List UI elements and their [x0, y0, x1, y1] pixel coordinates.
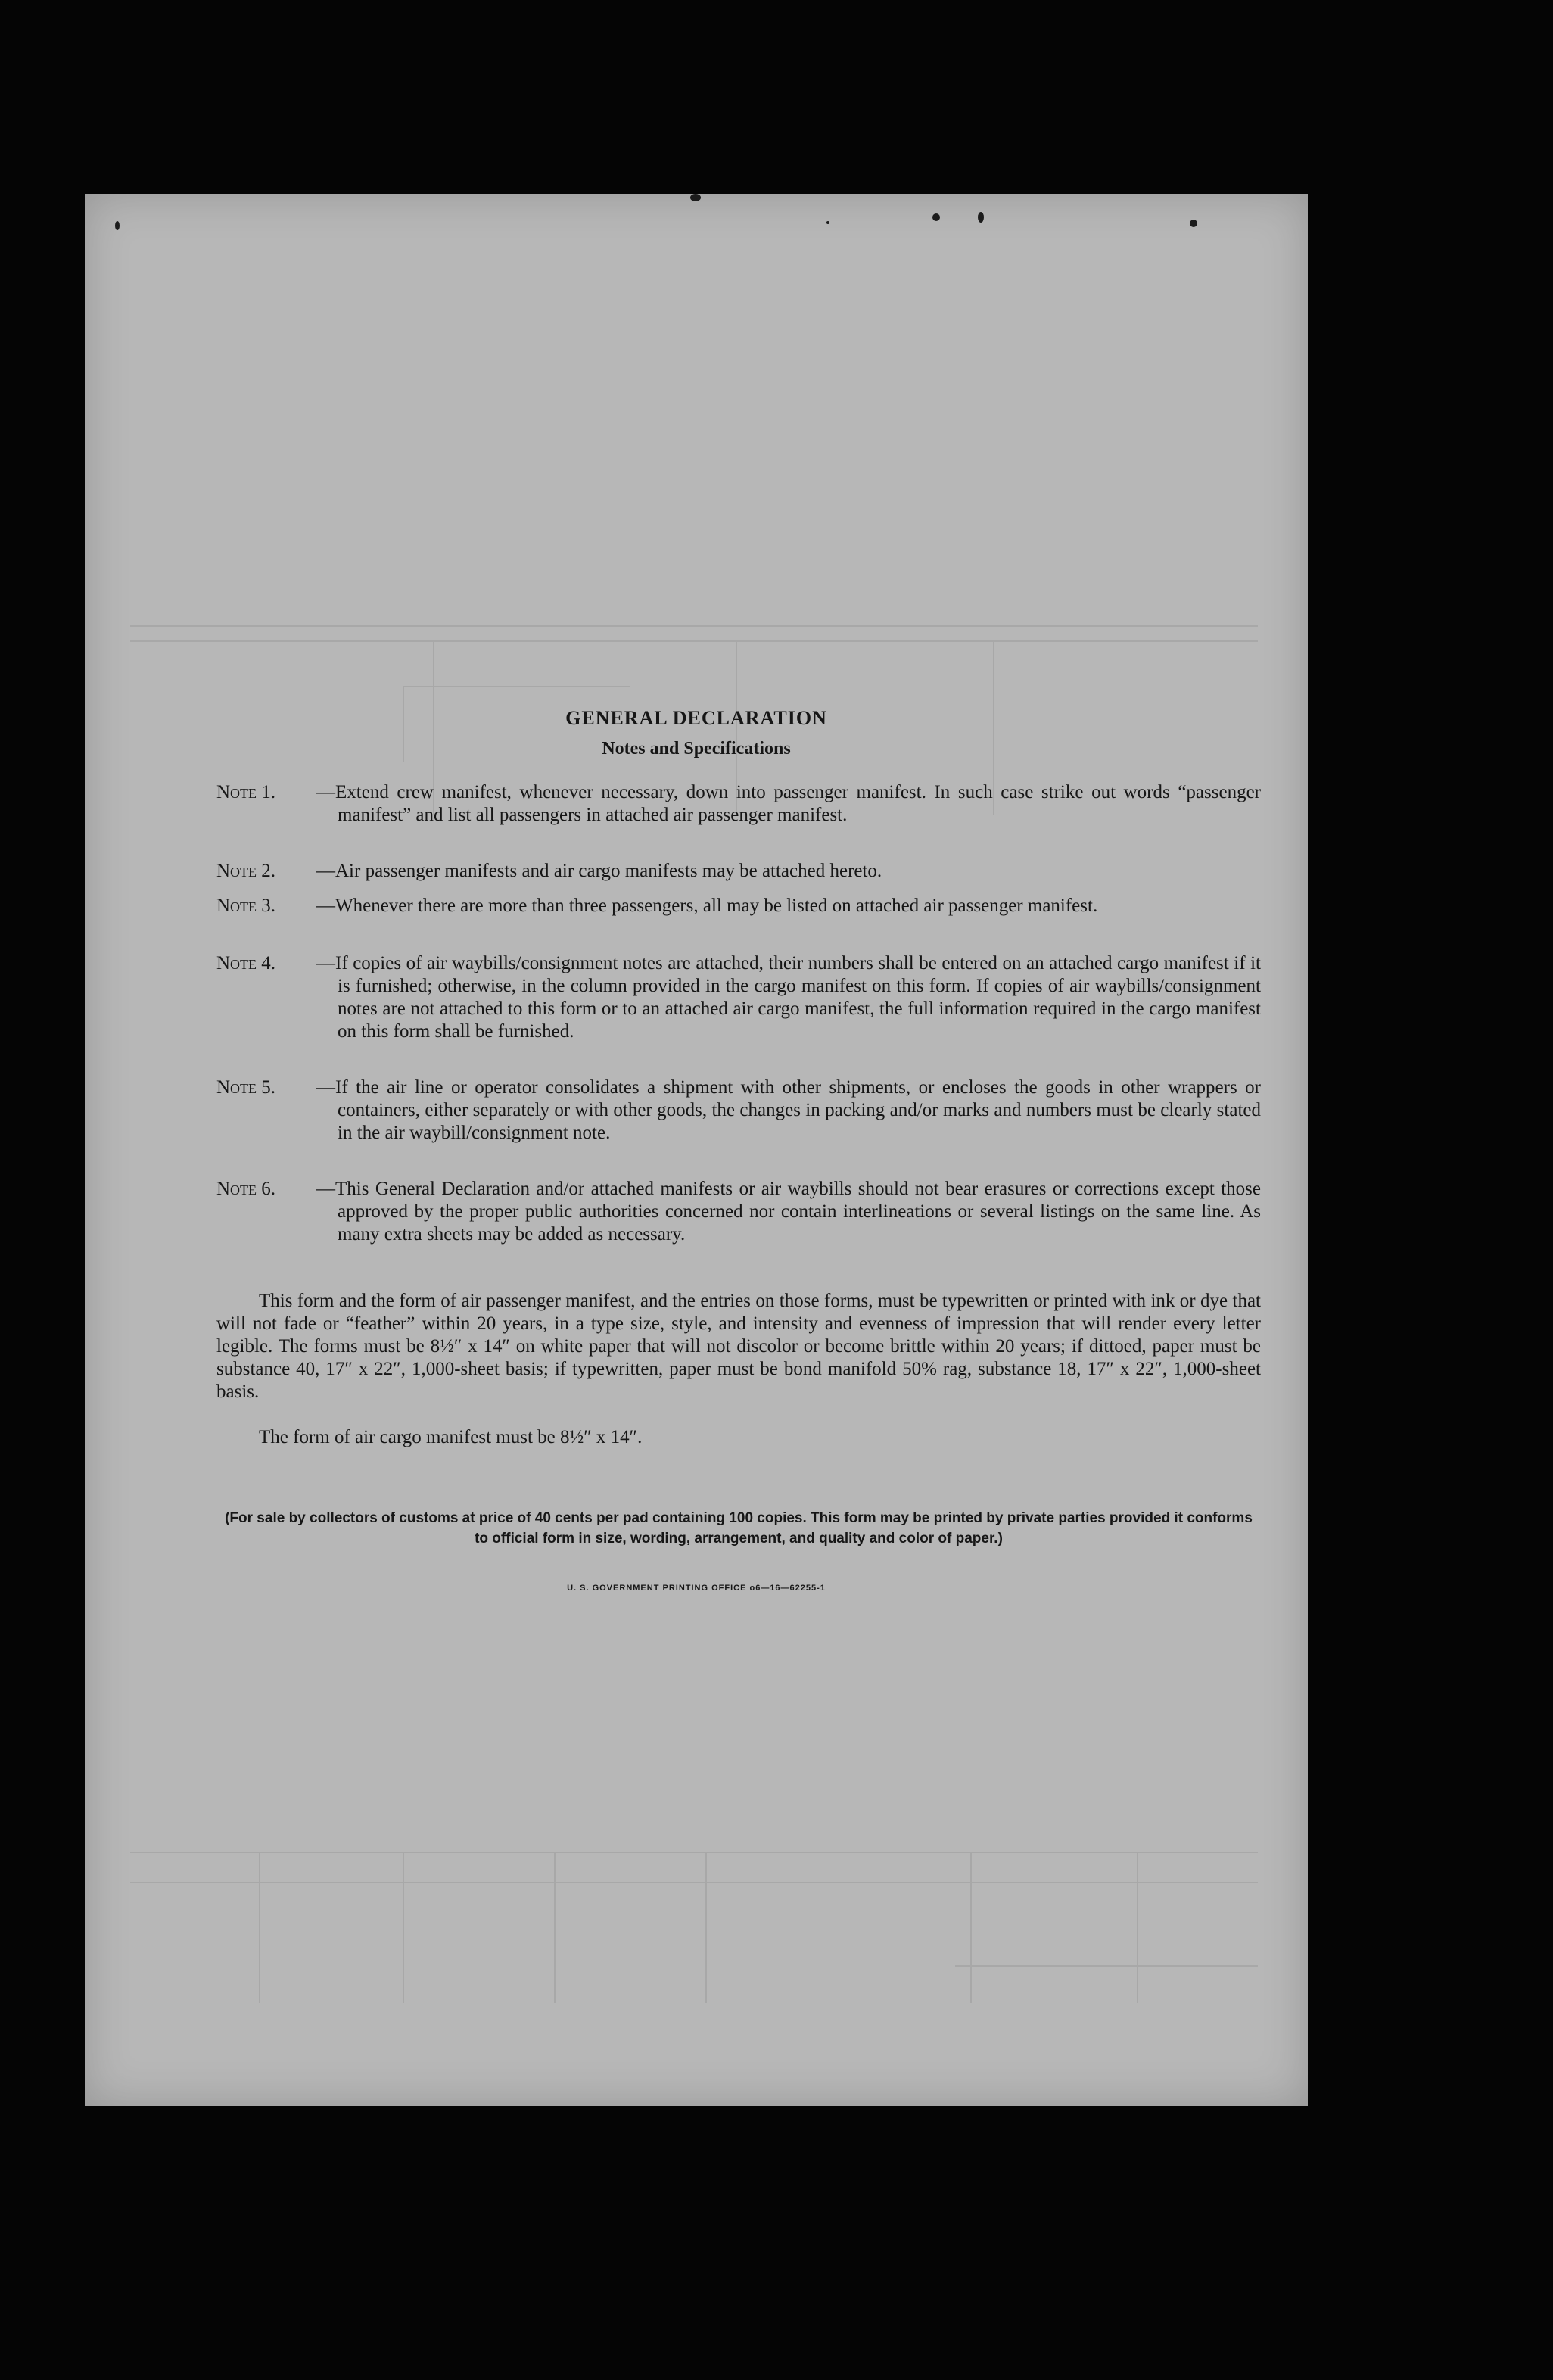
page-subtitle: Notes and Specifications [602, 739, 791, 759]
note-text: —Air passenger manifests and air cargo manifests may be attached hereto. [316, 861, 882, 881]
note-label: Note 1. [216, 782, 276, 802]
note-label: Note 6. [216, 1179, 276, 1199]
note-4 [216, 952, 1261, 1043]
printer-imprint: U. S. GOVERNMENT PRINTING OFFICE o6—16—62255-1 [567, 1584, 826, 1593]
cargo-manifest-size-line: The form of air cargo manifest must be 8½″ x 14″. [259, 1427, 643, 1447]
note-text: —This General Declaration and/or attached manifests or air waybills should not bear erasures or corrections except those approved by the proper public authorities concerned nor contain interlineations or several listings on the same line. As many extra sheets may be added as necessary. [316, 1179, 1261, 1245]
note-label: Note 5. [216, 1077, 276, 1098]
note-5 [216, 1076, 1261, 1145]
notes-content [85, 194, 1308, 2106]
note-6 [216, 1178, 1261, 1246]
form-specification-paragraph: This form and the form of air passenger manifest, and the entries on those forms, must be typewritten or printed with ink or dye that will not fade or “feather” within 20 years, in a type size, style, and intensity and evenness of impression that will render every letter legible. The forms must be 8½″ x 14″ on white paper that will not discolor or become brittle within 20 years; if dittoed, paper must be substance 40, 17″ x 22″, 1,000-sheet basis; if typewritten, paper must be bond manifold 50% rag, substance 18, 17″ x 22″, 1,000-sheet basis. [216, 1291, 1261, 1402]
note-1 [216, 781, 1261, 827]
note-text: —Whenever there are more than three passengers, all may be listed on attached air passenger manifest. [316, 896, 1098, 916]
note-2 [216, 860, 1261, 883]
note-label: Note 3. [216, 896, 276, 916]
note-3 [216, 895, 1261, 917]
note-label: Note 4. [216, 953, 276, 973]
document-page [85, 194, 1308, 2106]
note-label: Note 2. [216, 861, 276, 881]
note-text: —If copies of air waybills/consignment notes are attached, their numbers shall be entered on an attached cargo manifest if it is furnished; otherwise, in the column provided in the cargo manifest on this form. If copies of air waybills/consignment notes are not attached to this form or to an attached air cargo manifest, the full information required in the cargo manifest on this form shall be furnished. [316, 953, 1261, 1042]
note-text: —Extend crew manifest, whenever necessary, down into passenger manifest. In such case strike out words “passenger manifest” and list all passengers in attached air passenger manifest. [316, 782, 1261, 825]
note-text: —If the air line or operator consolidates a shipment with other shipments, or encloses the goods in other wrappers or containers, either separately or with other goods, the changes in packing and/or marks and numbers must be clearly stated in the air waybill/consignment note. [316, 1077, 1261, 1143]
sale-notice: (For sale by collectors of customs at price of 40 cents per pad containing 100 copies. This form may be printed by private parties provided it conforms to official form in size, wording, arrangement, and quality and color of paper.) [225, 1510, 1253, 1547]
page-title: GENERAL DECLARATION [565, 707, 827, 729]
